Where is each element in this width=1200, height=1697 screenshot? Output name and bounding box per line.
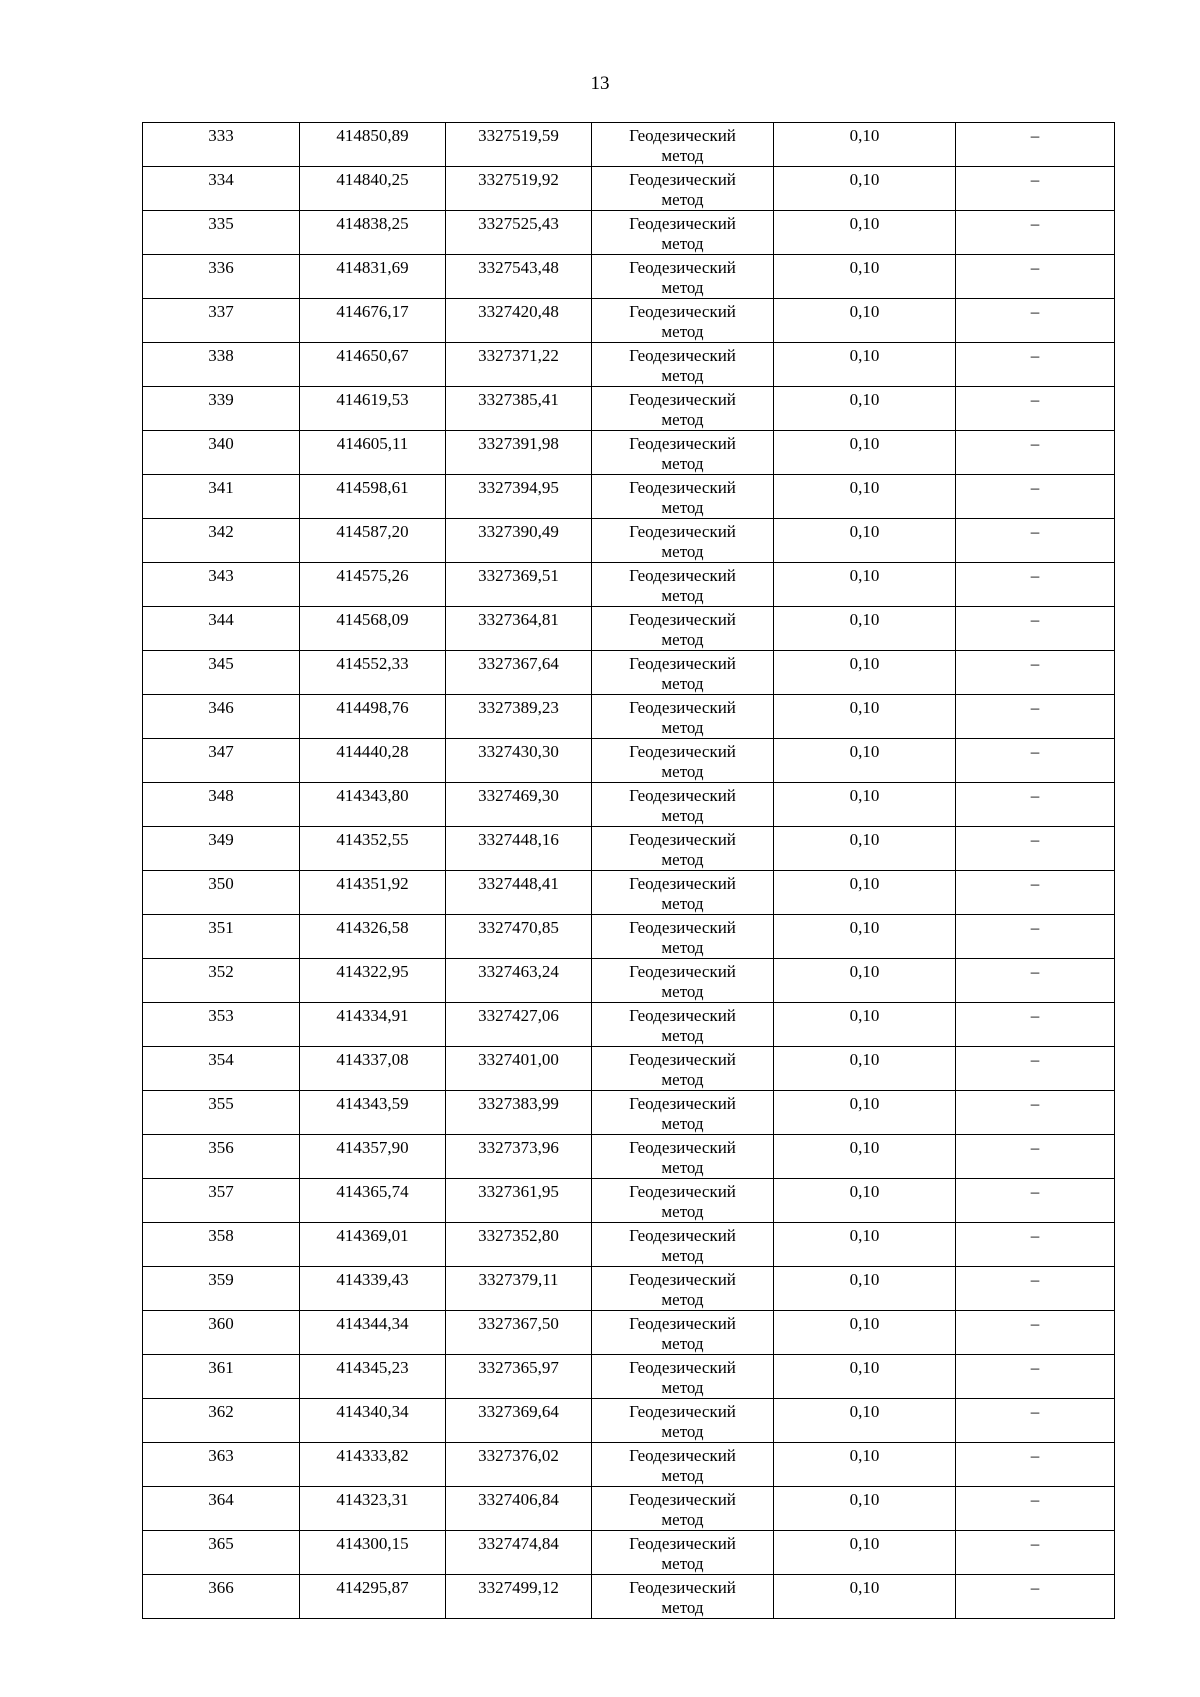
- description-cell: –: [956, 475, 1115, 519]
- accuracy-cell: 0,10: [774, 343, 956, 387]
- point-number-cell: 358: [143, 1223, 300, 1267]
- table-row: [143, 387, 1115, 431]
- x-coordinate-cell: 414840,25: [300, 167, 446, 211]
- y-coordinate-cell: 3327371,22: [446, 343, 592, 387]
- x-coordinate-cell: 414676,17: [300, 299, 446, 343]
- table-row: [143, 827, 1115, 871]
- description-cell: –: [956, 1311, 1115, 1355]
- accuracy-cell: 0,10: [774, 1443, 956, 1487]
- y-coordinate-cell: 3327365,97: [446, 1355, 592, 1399]
- table-row: [143, 1487, 1115, 1531]
- point-number-cell: 357: [143, 1179, 300, 1223]
- description-cell: –: [956, 387, 1115, 431]
- x-coordinate-cell: 414322,95: [300, 959, 446, 1003]
- accuracy-cell: 0,10: [774, 1091, 956, 1135]
- point-number-cell: 355: [143, 1091, 300, 1135]
- x-coordinate-cell: 414344,34: [300, 1311, 446, 1355]
- x-coordinate-cell: 414334,91: [300, 1003, 446, 1047]
- x-coordinate-cell: 414326,58: [300, 915, 446, 959]
- method-text: Геодезический метод: [629, 1138, 736, 1177]
- y-coordinate-cell: 3327430,30: [446, 739, 592, 783]
- method-cell: [592, 167, 774, 211]
- y-coordinate-cell: 3327474,84: [446, 1531, 592, 1575]
- method-text: Геодезический метод: [629, 742, 736, 781]
- description-cell: –: [956, 167, 1115, 211]
- point-number-cell: 341: [143, 475, 300, 519]
- x-coordinate-cell: 414323,31: [300, 1487, 446, 1531]
- y-coordinate-cell: 3327448,41: [446, 871, 592, 915]
- point-number-cell: 359: [143, 1267, 300, 1311]
- x-coordinate-cell: 414351,92: [300, 871, 446, 915]
- method-text: Геодезический метод: [629, 962, 736, 1001]
- x-coordinate-cell: 414369,01: [300, 1223, 446, 1267]
- accuracy-cell: 0,10: [774, 519, 956, 563]
- accuracy-cell: 0,10: [774, 123, 956, 167]
- method-text: Геодезический метод: [629, 698, 736, 737]
- point-number-cell: 339: [143, 387, 300, 431]
- description-cell: –: [956, 607, 1115, 651]
- method-text: Геодезический метод: [629, 1314, 736, 1353]
- description-cell: –: [956, 1531, 1115, 1575]
- method-text: Геодезический метод: [629, 786, 736, 825]
- x-coordinate-cell: 414340,34: [300, 1399, 446, 1443]
- y-coordinate-cell: 3327406,84: [446, 1487, 592, 1531]
- method-cell: [592, 1179, 774, 1223]
- point-number-cell: 342: [143, 519, 300, 563]
- description-cell: –: [956, 211, 1115, 255]
- y-coordinate-cell: 3327519,59: [446, 123, 592, 167]
- description-cell: –: [956, 343, 1115, 387]
- description-cell: –: [956, 431, 1115, 475]
- y-coordinate-cell: 3327499,12: [446, 1575, 592, 1619]
- table-row: [143, 1179, 1115, 1223]
- point-number-cell: 354: [143, 1047, 300, 1091]
- table-row: [143, 475, 1115, 519]
- method-text: Геодезический метод: [629, 1490, 736, 1529]
- table-row: [143, 431, 1115, 475]
- accuracy-cell: 0,10: [774, 1267, 956, 1311]
- x-coordinate-cell: 414333,82: [300, 1443, 446, 1487]
- y-coordinate-cell: 3327364,81: [446, 607, 592, 651]
- accuracy-cell: 0,10: [774, 739, 956, 783]
- description-cell: –: [956, 123, 1115, 167]
- accuracy-cell: 0,10: [774, 1135, 956, 1179]
- method-text: Геодезический метод: [629, 1094, 736, 1133]
- table-row: [143, 1047, 1115, 1091]
- method-cell: [592, 1355, 774, 1399]
- accuracy-cell: 0,10: [774, 871, 956, 915]
- point-number-cell: 349: [143, 827, 300, 871]
- method-text: Геодезический метод: [629, 1534, 736, 1573]
- table-row: [143, 739, 1115, 783]
- method-cell: [592, 1443, 774, 1487]
- y-coordinate-cell: 3327525,43: [446, 211, 592, 255]
- method-text: Геодезический метод: [629, 126, 736, 165]
- table-row: [143, 1399, 1115, 1443]
- x-coordinate-cell: 414498,76: [300, 695, 446, 739]
- table-row: [143, 123, 1115, 167]
- method-cell: [592, 827, 774, 871]
- method-text: Геодезический метод: [629, 1446, 736, 1485]
- description-cell: –: [956, 1135, 1115, 1179]
- accuracy-cell: 0,10: [774, 211, 956, 255]
- y-coordinate-cell: 3327385,41: [446, 387, 592, 431]
- point-number-cell: 347: [143, 739, 300, 783]
- method-cell: [592, 123, 774, 167]
- method-cell: [592, 255, 774, 299]
- y-coordinate-cell: 3327427,06: [446, 1003, 592, 1047]
- method-cell: [592, 651, 774, 695]
- point-number-cell: 344: [143, 607, 300, 651]
- x-coordinate-cell: 414295,87: [300, 1575, 446, 1619]
- point-number-cell: 362: [143, 1399, 300, 1443]
- method-text: Геодезический метод: [629, 1226, 736, 1265]
- method-cell: [592, 871, 774, 915]
- accuracy-cell: 0,10: [774, 1047, 956, 1091]
- method-text: Геодезический метод: [629, 874, 736, 913]
- table-row: [143, 695, 1115, 739]
- y-coordinate-cell: 3327394,95: [446, 475, 592, 519]
- method-cell: [592, 1223, 774, 1267]
- x-coordinate-cell: 414357,90: [300, 1135, 446, 1179]
- x-coordinate-cell: 414598,61: [300, 475, 446, 519]
- table-row: [143, 167, 1115, 211]
- method-cell: [592, 1047, 774, 1091]
- x-coordinate-cell: 414337,08: [300, 1047, 446, 1091]
- point-number-cell: 366: [143, 1575, 300, 1619]
- method-cell: [592, 1399, 774, 1443]
- y-coordinate-cell: 3327352,80: [446, 1223, 592, 1267]
- point-number-cell: 350: [143, 871, 300, 915]
- point-number-cell: 360: [143, 1311, 300, 1355]
- accuracy-cell: 0,10: [774, 255, 956, 299]
- accuracy-cell: 0,10: [774, 607, 956, 651]
- point-number-cell: 335: [143, 211, 300, 255]
- method-cell: [592, 1311, 774, 1355]
- method-cell: [592, 607, 774, 651]
- accuracy-cell: 0,10: [774, 563, 956, 607]
- description-cell: –: [956, 1091, 1115, 1135]
- y-coordinate-cell: 3327383,99: [446, 1091, 592, 1135]
- description-cell: –: [956, 827, 1115, 871]
- table-row: [143, 1003, 1115, 1047]
- description-cell: –: [956, 959, 1115, 1003]
- method-cell: [592, 959, 774, 1003]
- table-row: [143, 1091, 1115, 1135]
- accuracy-cell: 0,10: [774, 431, 956, 475]
- point-number-cell: 338: [143, 343, 300, 387]
- description-cell: –: [956, 915, 1115, 959]
- y-coordinate-cell: 3327401,00: [446, 1047, 592, 1091]
- x-coordinate-cell: 414838,25: [300, 211, 446, 255]
- table-row: [143, 959, 1115, 1003]
- point-number-cell: 361: [143, 1355, 300, 1399]
- point-number-cell: 365: [143, 1531, 300, 1575]
- description-cell: –: [956, 1047, 1115, 1091]
- method-cell: [592, 387, 774, 431]
- method-text: Геодезический метод: [629, 1402, 736, 1441]
- table-row: [143, 1443, 1115, 1487]
- x-coordinate-cell: 414352,55: [300, 827, 446, 871]
- method-text: Геодезический метод: [629, 346, 736, 385]
- method-cell: [592, 1487, 774, 1531]
- accuracy-cell: 0,10: [774, 695, 956, 739]
- accuracy-cell: 0,10: [774, 1531, 956, 1575]
- table-body: [143, 123, 1115, 1619]
- accuracy-cell: 0,10: [774, 1311, 956, 1355]
- y-coordinate-cell: 3327369,64: [446, 1399, 592, 1443]
- x-coordinate-cell: 414650,67: [300, 343, 446, 387]
- x-coordinate-cell: 414831,69: [300, 255, 446, 299]
- description-cell: –: [956, 1355, 1115, 1399]
- description-cell: –: [956, 695, 1115, 739]
- table-row: [143, 255, 1115, 299]
- method-text: Геодезический метод: [629, 1578, 736, 1617]
- method-cell: [592, 915, 774, 959]
- point-number-cell: 340: [143, 431, 300, 475]
- point-number-cell: 346: [143, 695, 300, 739]
- method-text: Геодезический метод: [629, 434, 736, 473]
- table-row: [143, 1135, 1115, 1179]
- table-row: [143, 871, 1115, 915]
- x-coordinate-cell: 414300,15: [300, 1531, 446, 1575]
- accuracy-cell: 0,10: [774, 1575, 956, 1619]
- x-coordinate-cell: 414365,74: [300, 1179, 446, 1223]
- table-row: [143, 519, 1115, 563]
- description-cell: –: [956, 519, 1115, 563]
- table-row: [143, 1531, 1115, 1575]
- method-cell: [592, 739, 774, 783]
- x-coordinate-cell: 414850,89: [300, 123, 446, 167]
- method-text: Геодезический метод: [629, 610, 736, 649]
- method-text: Геодезический метод: [629, 1270, 736, 1309]
- y-coordinate-cell: 3327367,64: [446, 651, 592, 695]
- description-cell: –: [956, 1267, 1115, 1311]
- y-coordinate-cell: 3327470,85: [446, 915, 592, 959]
- accuracy-cell: 0,10: [774, 651, 956, 695]
- x-coordinate-cell: 414343,80: [300, 783, 446, 827]
- point-number-cell: 343: [143, 563, 300, 607]
- table-row: [143, 1311, 1115, 1355]
- point-number-cell: 363: [143, 1443, 300, 1487]
- point-number-cell: 337: [143, 299, 300, 343]
- coordinates-table: [142, 122, 1115, 1619]
- method-text: Геодезический метод: [629, 478, 736, 517]
- method-text: Геодезический метод: [629, 1006, 736, 1045]
- method-text: Геодезический метод: [629, 390, 736, 429]
- accuracy-cell: 0,10: [774, 1487, 956, 1531]
- point-number-cell: 351: [143, 915, 300, 959]
- point-number-cell: 336: [143, 255, 300, 299]
- y-coordinate-cell: 3327519,92: [446, 167, 592, 211]
- method-cell: [592, 431, 774, 475]
- y-coordinate-cell: 3327379,11: [446, 1267, 592, 1311]
- method-cell: [592, 1091, 774, 1135]
- accuracy-cell: 0,10: [774, 1355, 956, 1399]
- x-coordinate-cell: 414575,26: [300, 563, 446, 607]
- method-text: Геодезический метод: [629, 1358, 736, 1397]
- table-row: [143, 1355, 1115, 1399]
- x-coordinate-cell: 414552,33: [300, 651, 446, 695]
- method-text: Геодезический метод: [629, 302, 736, 341]
- table-row: [143, 1267, 1115, 1311]
- method-cell: [592, 1267, 774, 1311]
- description-cell: –: [956, 1003, 1115, 1047]
- method-cell: [592, 783, 774, 827]
- y-coordinate-cell: 3327391,98: [446, 431, 592, 475]
- accuracy-cell: 0,10: [774, 783, 956, 827]
- method-text: Геодезический метод: [629, 214, 736, 253]
- description-cell: –: [956, 1399, 1115, 1443]
- y-coordinate-cell: 3327376,02: [446, 1443, 592, 1487]
- description-cell: –: [956, 1179, 1115, 1223]
- x-coordinate-cell: 414345,23: [300, 1355, 446, 1399]
- page-number: 13: [590, 73, 610, 94]
- description-cell: –: [956, 783, 1115, 827]
- table-row: [143, 915, 1115, 959]
- y-coordinate-cell: 3327361,95: [446, 1179, 592, 1223]
- x-coordinate-cell: 414568,09: [300, 607, 446, 651]
- table-row: [143, 563, 1115, 607]
- accuracy-cell: 0,10: [774, 167, 956, 211]
- accuracy-cell: 0,10: [774, 959, 956, 1003]
- method-cell: [592, 343, 774, 387]
- description-cell: –: [956, 1443, 1115, 1487]
- method-text: Геодезический метод: [629, 522, 736, 561]
- point-number-cell: 348: [143, 783, 300, 827]
- accuracy-cell: 0,10: [774, 827, 956, 871]
- y-coordinate-cell: 3327369,51: [446, 563, 592, 607]
- method-cell: [592, 1575, 774, 1619]
- y-coordinate-cell: 3327448,16: [446, 827, 592, 871]
- point-number-cell: 352: [143, 959, 300, 1003]
- method-cell: [592, 519, 774, 563]
- y-coordinate-cell: 3327463,24: [446, 959, 592, 1003]
- table-row: [143, 1223, 1115, 1267]
- description-cell: –: [956, 739, 1115, 783]
- description-cell: –: [956, 871, 1115, 915]
- y-coordinate-cell: 3327373,96: [446, 1135, 592, 1179]
- method-cell: [592, 299, 774, 343]
- accuracy-cell: 0,10: [774, 1223, 956, 1267]
- point-number-cell: 364: [143, 1487, 300, 1531]
- method-text: Геодезический метод: [629, 170, 736, 209]
- method-text: Геодезический метод: [629, 654, 736, 693]
- x-coordinate-cell: 414587,20: [300, 519, 446, 563]
- method-cell: [592, 1135, 774, 1179]
- description-cell: –: [956, 1223, 1115, 1267]
- x-coordinate-cell: 414343,59: [300, 1091, 446, 1135]
- table-row: [143, 211, 1115, 255]
- table-row: [143, 1575, 1115, 1619]
- x-coordinate-cell: 414619,53: [300, 387, 446, 431]
- x-coordinate-cell: 414339,43: [300, 1267, 446, 1311]
- description-cell: –: [956, 299, 1115, 343]
- y-coordinate-cell: 3327469,30: [446, 783, 592, 827]
- x-coordinate-cell: 414605,11: [300, 431, 446, 475]
- point-number-cell: 356: [143, 1135, 300, 1179]
- point-number-cell: 333: [143, 123, 300, 167]
- description-cell: –: [956, 1487, 1115, 1531]
- accuracy-cell: 0,10: [774, 299, 956, 343]
- method-text: Геодезический метод: [629, 1050, 736, 1089]
- description-cell: –: [956, 563, 1115, 607]
- method-cell: [592, 211, 774, 255]
- y-coordinate-cell: 3327390,49: [446, 519, 592, 563]
- description-cell: –: [956, 255, 1115, 299]
- method-text: Геодезический метод: [629, 830, 736, 869]
- method-cell: [592, 563, 774, 607]
- accuracy-cell: 0,10: [774, 387, 956, 431]
- point-number-cell: 345: [143, 651, 300, 695]
- y-coordinate-cell: 3327367,50: [446, 1311, 592, 1355]
- method-cell: [592, 695, 774, 739]
- method-text: Геодезический метод: [629, 258, 736, 297]
- table-row: [143, 607, 1115, 651]
- method-cell: [592, 475, 774, 519]
- accuracy-cell: 0,10: [774, 1003, 956, 1047]
- table-row: [143, 299, 1115, 343]
- table-row: [143, 343, 1115, 387]
- table-row: [143, 783, 1115, 827]
- point-number-cell: 334: [143, 167, 300, 211]
- description-cell: –: [956, 651, 1115, 695]
- y-coordinate-cell: 3327543,48: [446, 255, 592, 299]
- point-number-cell: 353: [143, 1003, 300, 1047]
- table-row: [143, 651, 1115, 695]
- description-cell: –: [956, 1575, 1115, 1619]
- accuracy-cell: 0,10: [774, 1399, 956, 1443]
- method-text: Геодезический метод: [629, 918, 736, 957]
- x-coordinate-cell: 414440,28: [300, 739, 446, 783]
- accuracy-cell: 0,10: [774, 475, 956, 519]
- method-text: Геодезический метод: [629, 1182, 736, 1221]
- accuracy-cell: 0,10: [774, 1179, 956, 1223]
- method-cell: [592, 1531, 774, 1575]
- y-coordinate-cell: 3327420,48: [446, 299, 592, 343]
- method-cell: [592, 1003, 774, 1047]
- accuracy-cell: 0,10: [774, 915, 956, 959]
- y-coordinate-cell: 3327389,23: [446, 695, 592, 739]
- method-text: Геодезический метод: [629, 566, 736, 605]
